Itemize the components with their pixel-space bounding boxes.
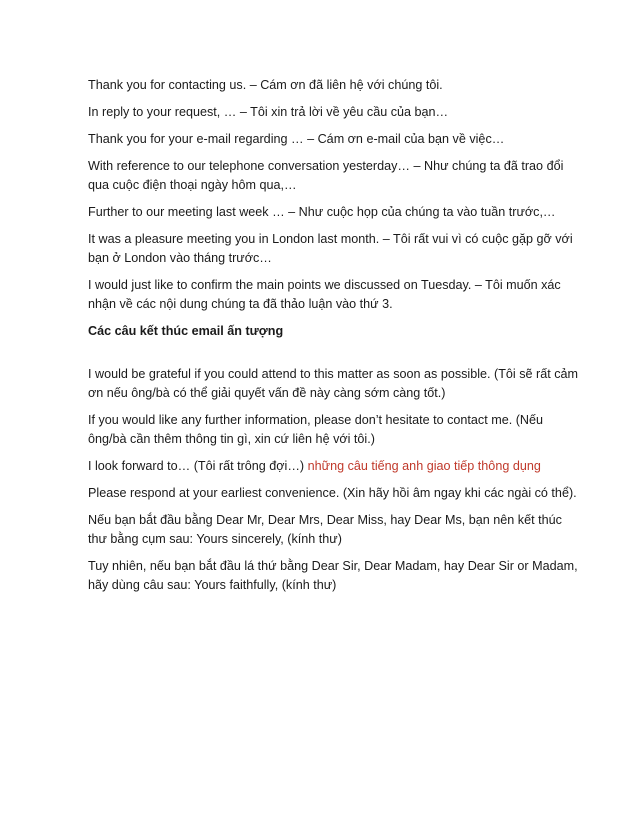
paragraph-7: I would just like to confirm the main points we discussed on Tuesday. – Tôi muốn xác nhận về các nội dung chúng ta đã thảo luận vào thứ 3. [88, 278, 561, 311]
look-forward-text: I look forward to… (Tôi rất trông đợi…) [88, 459, 308, 473]
paragraph-3: Thank you for your e-mail regarding … – Cám ơn e-mail của bạn về việc… [88, 132, 505, 146]
closing-paragraph-4: Nếu bạn bắt đầu bằng Dear Mr, Dear Mrs, Dear Miss, hay Dear Ms, bạn nên kết thúc thư bằng cụm sau: Yours sincerely, (kính thư) [88, 513, 562, 546]
paragraph-4: With reference to our telephone conversation yesterday… – Như chúng ta đã trao đổi qua cuộc điện thoại ngày hôm qua,… [88, 159, 564, 192]
paragraph-1: Thank you for contacting us. – Cám ơn đã liên hệ với chúng tôi. [88, 78, 443, 92]
closing-paragraph-5: Tuy nhiên, nếu bạn bắt đầu lá thứ bằng Dear Sir, Dear Madam, hay Dear Sir or Madam, hãy dùng câu sau: Yours faithfully, (kính thư) [88, 559, 578, 592]
paragraph-5: Further to our meeting last week … – Như cuộc họp của chúng ta vào tuần trước,… [88, 205, 556, 219]
common-phrases-link[interactable]: những câu tiếng anh giao tiếp thông dụng [307, 459, 541, 473]
paragraph-6: It was a pleasure meeting you in London last month. – Tôi rất vui vì có cuộc gặp gỡ với bạn ở London vào tháng trước… [88, 232, 573, 265]
section-heading: Các câu kết thúc email ấn tượng [88, 324, 284, 338]
paragraph-2: In reply to your request, … – Tôi xin trả lời về yêu cầu của bạn… [88, 105, 449, 119]
closing-paragraph-3: Please respond at your earliest convenience. (Xin hãy hồi âm ngay khi các ngài có thể). [88, 486, 577, 500]
closing-paragraph-2: If you would like any further information, please don’t hesitate to contact me. (Nếu ông/bà cần thêm thông tin gì, xin cứ liên hệ với tôi.) [88, 413, 544, 446]
look-forward-paragraph [88, 457, 582, 476]
closing-paragraph-1: I would be grateful if you could attend to this matter as soon as possible. (Tôi sẽ rất cảm ơn nếu ông/bà có thể giải quyết vấn đề này càng sớm càng tốt.) [88, 367, 579, 400]
